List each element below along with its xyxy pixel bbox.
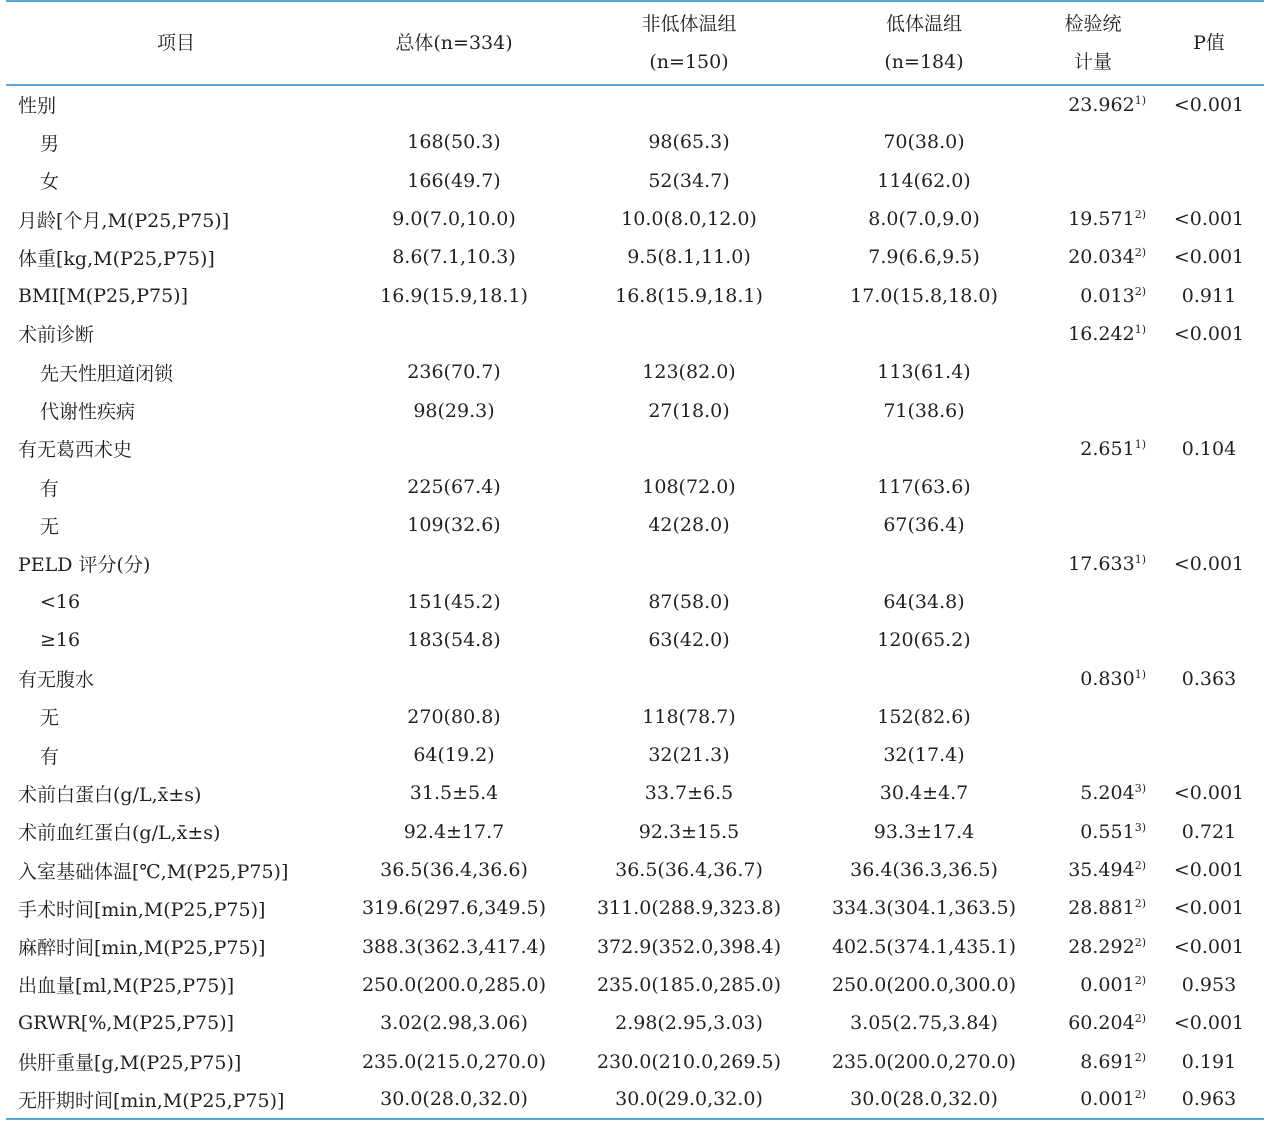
table-row [6, 238, 1264, 276]
statistic-footnote-mark: 2) [1134, 284, 1146, 298]
table-row [6, 583, 1264, 621]
statistic-value: 19.571 [1068, 208, 1135, 231]
row-label: ≥16 [40, 629, 81, 652]
cell-p-value: 0.953 [1181, 973, 1237, 996]
cell-p-value: <0.001 [1173, 1012, 1245, 1035]
cell-hypothermia: 70(38.0) [883, 131, 965, 154]
cell-statistic [1032, 774, 1154, 812]
cell-non-hypothermia: 108(72.0) [642, 476, 736, 499]
row-label: 出血量[ml,M(P25,P75)] [18, 975, 235, 998]
cell-non-hypothermia: 230.0(210.0,269.5) [596, 1050, 782, 1073]
statistic-footnote-mark: 2) [1134, 897, 1146, 911]
cell-non-hypothermia: 311.0(288.9,323.8) [596, 897, 782, 920]
cell-hypothermia: 93.3±17.4 [873, 820, 975, 843]
cell-hypothermia [816, 85, 1032, 123]
cell-total: 109(32.6) [407, 514, 501, 537]
cell-hypothermia: 402.5(374.1,435.1) [831, 935, 1017, 958]
table-row [6, 353, 1264, 391]
row-label: <16 [40, 591, 81, 613]
table-row [6, 966, 1264, 1004]
cell-p-value: <0.001 [1173, 552, 1245, 575]
cell-statistic [1032, 85, 1154, 123]
cell-total: 64(19.2) [413, 744, 495, 767]
cell-total: 166(49.7) [407, 169, 501, 192]
cell-hypothermia [816, 315, 1032, 353]
statistic-value: 28.881 [1068, 897, 1135, 920]
table-row [6, 430, 1264, 468]
table-row [6, 545, 1264, 583]
table-row [6, 621, 1264, 659]
cell-hypothermia: 117(63.6) [877, 476, 971, 499]
statistic-footnote-mark: 1) [1134, 437, 1146, 451]
statistic-value: 5.204 [1080, 782, 1135, 805]
row-label: 麻醉时间[min,M(P25,P75)] [18, 937, 266, 960]
cell-non-hypothermia: 42(28.0) [648, 514, 730, 537]
cell-hypothermia: 3.05(2.75,3.84) [850, 1012, 998, 1035]
row-label: 术前白蛋白(g/L,x̄±s) [18, 783, 202, 806]
cell-non-hypothermia: 16.8(15.9,18.1) [615, 284, 763, 307]
cell-non-hypothermia: 30.0(29.0,32.0) [615, 1088, 763, 1111]
cell-hypothermia: 71(38.6) [883, 399, 965, 422]
cell-hypothermia: 8.0(7.0,9.0) [868, 208, 980, 231]
cell-total: 250.0(200.0,285.0) [361, 973, 547, 996]
cell-total [346, 430, 562, 468]
row-label: PELD 评分(分) [18, 554, 151, 577]
cell-non-hypothermia: 27(18.0) [648, 399, 730, 422]
row-label: 先天性胆道闭锁 [40, 362, 174, 385]
statistic-footnote-mark: 2) [1134, 935, 1146, 949]
row-label: 手术时间[min,M(P25,P75)] [18, 898, 266, 921]
row-label: 无 [40, 707, 60, 730]
table-row [6, 698, 1264, 736]
row-label: BMI[M(P25,P75)] [18, 284, 188, 307]
cell-p-value [1154, 391, 1264, 429]
cell-total: 30.0(28.0,32.0) [380, 1088, 528, 1111]
table-row [6, 1004, 1264, 1042]
cell-total: 235.0(215.0,270.0) [361, 1050, 547, 1073]
cell-statistic [1032, 353, 1154, 391]
cell-statistic [1032, 276, 1154, 314]
cell-p-value: <0.001 [1173, 93, 1245, 116]
cell-total: 151(45.2) [407, 591, 501, 613]
table-row [6, 1042, 1264, 1080]
cell-total [346, 545, 562, 583]
cell-non-hypothermia: 123(82.0) [642, 361, 736, 384]
cell-p-value [1154, 123, 1264, 161]
cell-hypothermia: 120(65.2) [877, 629, 971, 652]
table-row [6, 123, 1264, 161]
cell-hypothermia: 114(62.0) [877, 169, 971, 192]
cell-statistic [1032, 506, 1154, 544]
cell-statistic [1032, 468, 1154, 506]
cell-p-value [1154, 621, 1264, 659]
statistic-footnote-mark: 2) [1134, 1050, 1146, 1064]
cell-total: 319.6(297.6,349.5) [361, 897, 547, 920]
header-hypothermia: 低体温组 (n=184) [884, 13, 964, 73]
cell-hypothermia [816, 430, 1032, 468]
cell-non-hypothermia: 372.9(352.0,398.4) [596, 935, 782, 958]
cell-statistic [1032, 391, 1154, 429]
cell-hypothermia: 334.3(304.1,363.5) [831, 897, 1017, 920]
table-row [6, 813, 1264, 851]
row-label: 术前诊断 [18, 324, 95, 347]
cell-total: 9.0(7.0,10.0) [392, 208, 516, 231]
row-label: 有 [40, 477, 60, 500]
cell-hypothermia: 64(34.8) [883, 591, 965, 613]
table-row [6, 468, 1264, 506]
cell-non-hypothermia: 235.0(185.0,285.0) [596, 973, 782, 996]
cell-p-value: <0.001 [1173, 208, 1245, 231]
cell-non-hypothermia: 10.0(8.0,12.0) [621, 208, 757, 231]
cell-statistic [1032, 928, 1154, 966]
table-row [6, 85, 1264, 123]
row-label: 性别 [18, 95, 57, 118]
cell-total: 8.6(7.1,10.3) [392, 246, 516, 269]
cell-total: 3.02(2.98,3.06) [380, 1012, 528, 1035]
cell-statistic [1032, 430, 1154, 468]
cell-p-value [1154, 698, 1264, 736]
cell-p-value [1154, 506, 1264, 544]
header-non-hypothermia: 非低体温组 (n=150) [641, 13, 737, 73]
cell-non-hypothermia: 118(78.7) [642, 705, 736, 728]
cell-p-value: <0.001 [1173, 897, 1245, 920]
table-row [6, 659, 1264, 697]
statistic-value: 2.651 [1080, 437, 1135, 460]
cell-statistic [1032, 200, 1154, 238]
cell-p-value: <0.001 [1173, 782, 1245, 805]
cell-non-hypothermia: 32(21.3) [648, 744, 730, 767]
statistic-value: 0.001 [1080, 1088, 1135, 1111]
cell-hypothermia: 7.9(6.6,9.5) [868, 246, 980, 269]
cell-p-value [1154, 468, 1264, 506]
cell-non-hypothermia [562, 545, 816, 583]
table-row [6, 851, 1264, 889]
cell-p-value: 0.721 [1181, 820, 1237, 843]
statistic-value: 0.001 [1080, 973, 1135, 996]
row-label: 体重[kg,M(P25,P75)] [18, 247, 215, 270]
cell-hypothermia: 67(36.4) [883, 514, 965, 537]
row-label: 无肝期时间[min,M(P25,P75)] [18, 1089, 285, 1112]
cell-total: 98(29.3) [413, 399, 495, 422]
cell-non-hypothermia: 36.5(36.4,36.7) [615, 859, 763, 882]
cell-non-hypothermia: 33.7±6.5 [644, 782, 734, 805]
cell-non-hypothermia [562, 430, 816, 468]
cell-p-value: <0.001 [1173, 322, 1245, 345]
table-row [6, 736, 1264, 774]
row-label: 无 [40, 515, 60, 538]
cell-total: 31.5±5.4 [409, 782, 499, 805]
row-label: 有 [40, 745, 60, 768]
statistic-footnote-mark: 1) [1134, 667, 1146, 681]
cell-statistic [1032, 1081, 1154, 1119]
table-header [6, 1, 1264, 85]
cell-p-value: <0.001 [1173, 935, 1245, 958]
table-row [6, 928, 1264, 966]
row-label: 术前血红蛋白(g/L,x̄±s) [18, 822, 221, 845]
header-total: 总体(n=334) [395, 32, 513, 54]
cell-p-value [1154, 162, 1264, 200]
cell-statistic [1032, 123, 1154, 161]
cell-statistic [1032, 1004, 1154, 1042]
row-label: 女 [40, 171, 60, 194]
cell-statistic [1032, 545, 1154, 583]
cell-statistic [1032, 889, 1154, 927]
header-statistic: 检验统 计量 [1064, 13, 1122, 73]
statistic-footnote-mark: 2) [1134, 1088, 1146, 1102]
statistic-value: 0.830 [1080, 667, 1135, 690]
cell-statistic [1032, 315, 1154, 353]
header-item: 项目 [156, 32, 195, 54]
row-label: 有无葛西术史 [18, 439, 133, 462]
cell-statistic [1032, 813, 1154, 851]
table-row [6, 391, 1264, 429]
statistic-footnote-mark: 3) [1134, 820, 1146, 834]
statistic-footnote-mark: 2) [1134, 246, 1146, 260]
cell-hypothermia: 152(82.6) [877, 705, 971, 728]
cell-non-hypothermia [562, 85, 816, 123]
cell-total [346, 659, 562, 697]
cell-hypothermia: 113(61.4) [877, 361, 971, 384]
table-row [6, 506, 1264, 544]
cell-statistic [1032, 583, 1154, 621]
statistic-value: 17.633 [1068, 552, 1135, 575]
table-row [6, 276, 1264, 314]
cell-statistic [1032, 736, 1154, 774]
cell-total: 270(80.8) [407, 705, 501, 728]
cell-total [346, 85, 562, 123]
statistic-value: 23.962 [1068, 93, 1135, 116]
cell-statistic [1032, 851, 1154, 889]
cell-statistic [1032, 621, 1154, 659]
cell-p-value: 0.191 [1181, 1050, 1237, 1073]
cell-p-value [1154, 583, 1264, 621]
statistic-footnote-mark: 2) [1134, 208, 1146, 222]
cell-hypothermia: 36.4(36.3,36.5) [850, 859, 998, 882]
table-row [6, 1081, 1264, 1119]
table-row [6, 889, 1264, 927]
statistic-footnote-mark: 2) [1134, 1012, 1146, 1026]
cell-statistic [1032, 238, 1154, 276]
row-label: 代谢性疾病 [40, 401, 136, 424]
cell-p-value: <0.001 [1173, 246, 1245, 269]
statistic-value: 16.242 [1068, 322, 1135, 345]
statistic-footnote-mark: 2) [1134, 859, 1146, 873]
header-p-value: P值 [1193, 32, 1225, 54]
cell-total: 183(54.8) [407, 629, 501, 652]
cell-hypothermia: 17.0(15.8,18.0) [850, 284, 998, 307]
cell-total: 36.5(36.4,36.6) [380, 859, 528, 882]
cell-statistic [1032, 162, 1154, 200]
cell-non-hypothermia: 9.5(8.1,11.0) [627, 246, 751, 269]
cell-hypothermia: 30.0(28.0,32.0) [850, 1088, 998, 1111]
table-row [6, 162, 1264, 200]
statistic-value: 28.292 [1068, 935, 1135, 958]
cell-total: 388.3(362.3,417.4) [361, 935, 547, 958]
table-row [6, 200, 1264, 238]
cell-p-value: 0.104 [1181, 437, 1237, 460]
row-label: 男 [40, 132, 60, 155]
cell-p-value: 0.963 [1181, 1088, 1237, 1111]
table-body [6, 85, 1264, 1119]
cell-total: 16.9(15.9,18.1) [380, 284, 528, 307]
cell-total: 236(70.7) [407, 361, 501, 384]
statistic-value: 8.691 [1080, 1050, 1135, 1073]
cell-non-hypothermia: 92.3±15.5 [638, 820, 740, 843]
cell-non-hypothermia [562, 315, 816, 353]
cell-statistic [1032, 966, 1154, 1004]
cell-hypothermia: 250.0(200.0,300.0) [831, 973, 1017, 996]
cell-non-hypothermia [562, 659, 816, 697]
cell-total: 225(67.4) [407, 476, 501, 499]
cell-p-value: 0.911 [1181, 284, 1237, 307]
cell-non-hypothermia: 52(34.7) [648, 169, 730, 192]
cell-hypothermia: 235.0(200.0,270.0) [831, 1050, 1017, 1073]
cell-non-hypothermia: 63(42.0) [648, 629, 730, 652]
cell-non-hypothermia: 2.98(2.95,3.03) [615, 1012, 763, 1035]
cell-statistic [1032, 1042, 1154, 1080]
cell-non-hypothermia: 87(58.0) [648, 591, 730, 613]
cell-hypothermia [816, 545, 1032, 583]
cell-p-value: 0.363 [1181, 667, 1237, 690]
row-label: 供肝重量[g,M(P25,P75)] [18, 1052, 242, 1075]
cell-non-hypothermia: 98(65.3) [648, 131, 730, 154]
row-label: 入室基础体温[℃,M(P25,P75)] [18, 860, 289, 883]
cell-statistic [1032, 659, 1154, 697]
statistic-footnote-mark: 3) [1134, 782, 1146, 796]
cell-total [346, 315, 562, 353]
row-label: 有无腹水 [18, 669, 95, 692]
cell-statistic [1032, 698, 1154, 736]
cell-p-value [1154, 353, 1264, 391]
statistic-value: 0.013 [1080, 284, 1135, 307]
cell-hypothermia: 30.4±4.7 [879, 782, 969, 805]
cell-p-value: <0.001 [1173, 859, 1245, 882]
table-row [6, 315, 1264, 353]
cell-hypothermia: 32(17.4) [883, 744, 965, 767]
table-row [6, 774, 1264, 812]
data-table [6, 0, 1264, 1120]
row-label: GRWR[%,M(P25,P75)] [18, 1012, 235, 1035]
cell-p-value [1154, 736, 1264, 774]
statistic-value: 0.551 [1080, 820, 1135, 843]
statistic-value: 60.204 [1068, 1012, 1135, 1035]
statistic-footnote-mark: 1) [1134, 93, 1146, 107]
cell-total: 92.4±17.7 [403, 820, 505, 843]
cell-total: 168(50.3) [407, 131, 501, 154]
statistic-value: 20.034 [1068, 246, 1135, 269]
row-label: 月龄[个月,M(P25,P75)] [18, 209, 230, 232]
statistic-value: 35.494 [1068, 859, 1135, 882]
statistic-footnote-mark: 1) [1134, 552, 1146, 566]
statistic-footnote-mark: 1) [1134, 322, 1146, 336]
cell-hypothermia [816, 659, 1032, 697]
statistic-footnote-mark: 2) [1134, 973, 1146, 987]
